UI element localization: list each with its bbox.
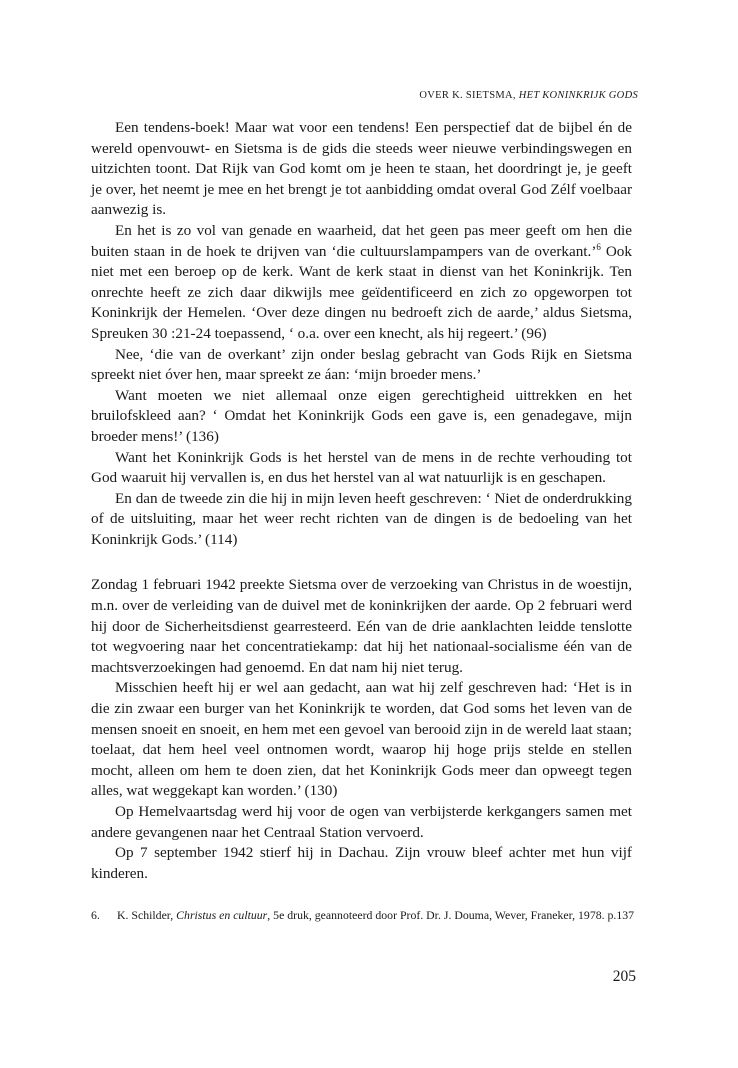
paragraph: Een tendens-boek! Maar wat voor een tendens! Een perspectief dat de bijbel én de wereld openvouwt- en Sietsma is de gids die steeds weer nieuwe verbindingswegen en uitzichten toont. Dat Rijk van God komt om je heen te staan, het doordringt je, je geeft je over, het neemt je mee en het brengt je tot aanbidding omdat overal God Zélf voelbaar aanwezig is.: [91, 119, 632, 219]
paragraph: Op 7 september 1942 stierf hij in Dachau. Zijn vrouw bleef achter met hun vijf kinderen.: [91, 844, 632, 882]
paragraph: Want moeten we niet allemaal onze eigen gerechtigheid uittrekken en het bruilofskleed aan? ‘ Omdat het Koninkrijk Gods een gave is, een genadegave, mijn broeder mens!’ (136): [91, 386, 632, 445]
section-gap: [91, 550, 632, 575]
body-text: [91, 118, 632, 884]
paragraph: Want het Koninkrijk Gods is het herstel van de mens in de rechte verhouding tot God waaruit hij vervallen is, en dus het herstel van al wat natuurlijk is en geschapen.: [91, 448, 632, 487]
header-title: HET KONINKRIJK GODS: [518, 90, 638, 101]
footnote: [91, 908, 636, 923]
footnote-text: [117, 908, 636, 923]
paragraph: En dan de tweede zin die hij in mijn leven heeft geschreven: ‘ Niet de onderdrukking of de uitsluiting, maar het weer recht richten van de dingen is de bedoeling van het Koninkrijk Gods.’ (114): [91, 489, 632, 548]
footnote-title: Christus en cultuur: [176, 908, 268, 922]
paragraph: Op Hemelvaartsdag werd hij voor de ogen van verbijsterde kerkgangers samen met andere gevangenen naar het Centraal Station vervoerd.: [91, 803, 632, 841]
header-author: OVER K. SIETSMA,: [419, 90, 516, 101]
paragraph: Nee, ‘die van de overkant’ zijn onder beslag gebracht van Gods Rijk en Sietsma spreekt niet óver hen, maar spreekt ze áan: ‘mijn broeder mens.’: [91, 345, 632, 384]
paragraph-text: Ook niet met een beroep op de kerk. Want de kerk staat in dienst van het Koninkrijk. Ten onrechte heeft ze zich daar dikwijls mee geïdentificeerd en zich zo opgeworpen tot Koninkrijk der Hemelen. ‘Over deze dingen nu bedroeft zich de aarde,’ aldus Sietsma, Spreuken 30 :21-24 toepassend, ‘ o.a. over een knecht, als hij regeert.’ (96): [91, 242, 632, 342]
footnote-number: 6.: [91, 908, 100, 922]
page-number: 205: [612, 968, 636, 985]
footnote-details: , 5e druk, geannoteerd door Prof. Dr. J. Douma, Wever, Franeker, 1978. p.137: [267, 908, 635, 922]
footnote-reference: 6: [596, 241, 601, 252]
paragraph: [91, 221, 632, 345]
footnote-author: K. Schilder,: [117, 908, 174, 922]
paragraph: Misschien heeft hij er wel aan gedacht, aan wat hij zelf geschreven had: ‘Het is in die zin zwaar een burger van het Koninkrijk te worden, dat God soms het leven van de mensen snoeit en snoeit, en hem met een gevoel van berooid zijn in de wereld laat staan; toelaat, dat hem heel veel ontnomen wordt, waarop hij hoge prijs stelde en stellen mocht, alleen om hem te doen zien, dat het Koninkrijk Gods meer dan opweegt tegen alles, wat weggekapt kan worden.’ (130): [91, 679, 632, 800]
paragraph: Zondag 1 februari 1942 preekte Sietsma over de verzoeking van Christus in de woestijn, m.n. over de verleiding van de duivel met de koninkrijken der aarde. Op 2 februari werd hij door de Sicherheitsdienst gearresteerd. Eén van de drie aanklachten leidde tenslotte tot wegvoering naar het concentratiekamp: dat hij het nationaal-socialisme één van de machtsverzoekingen had genoemd. En dat nam hij niet terug.: [91, 576, 632, 676]
paragraph-text: En het is zo vol van genade en waarheid, dat het geen pas meer geeft om hen die buiten staan in de hoek te drijven van ‘die cultuurslampampers van de overkant.’: [91, 221, 632, 260]
running-header: [419, 90, 638, 101]
